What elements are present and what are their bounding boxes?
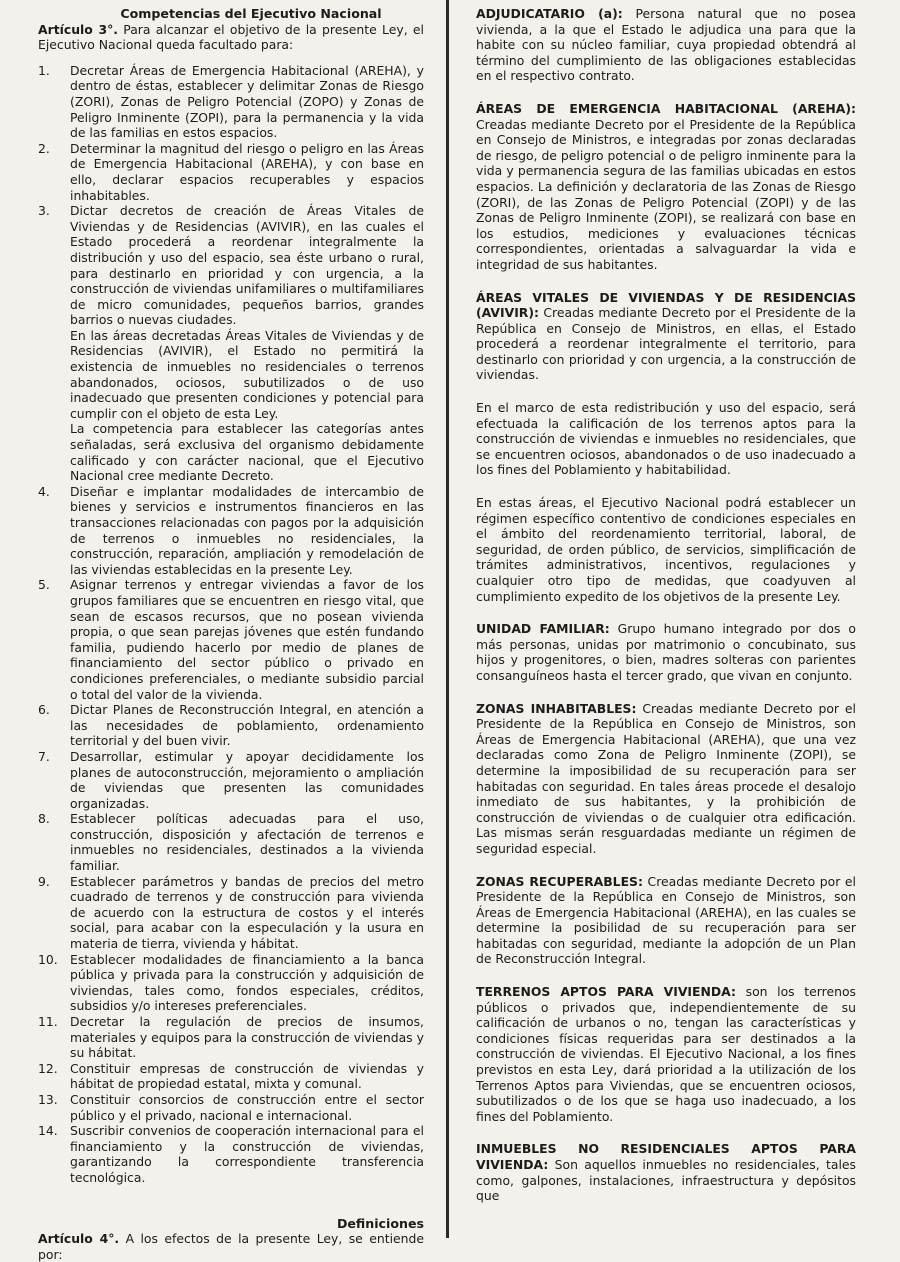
definition-term: ÁREAS VITALES DE VIVIENDAS Y DE RESIDENCIAS (AVIVIR): — [476, 289, 856, 321]
definition-paragraph — [476, 101, 856, 273]
list-item-text: Diseñar e implantar modalidades de intercambio de bienes y servicios e instrumentos financieros en las transacciones relacionadas con pagos por la adquisición de terrenos o inmuebles no residenciales, la construcción, reparación, ampliación y remodelación de las viviendas establecidas en la presente Ley. — [70, 483, 424, 577]
article-4-label: Artículo 4°. — [38, 1231, 120, 1247]
list-item-text: Determinar la magnitud del riesgo o peligro en las Áreas de Emergencia Habitacional (AREHA), y con base en ello, declarar espacios recuperables y espacios inhabitables. — [70, 140, 424, 203]
list-item-text: Desarrollar, estimular y apoyar decididamente los planes de autoconstrucción, mejoramiento o ampliación de viviendas que presenten las comunidades organizadas. — [70, 748, 424, 811]
definition-text: Son aquellos inmuebles no residenciales, tales como, galpones, instalaciones, infraestructura y depósitos que — [476, 1157, 856, 1204]
list-item-number: 3. — [38, 203, 50, 219]
definition-paragraph — [476, 701, 856, 857]
definition-text: En estas áreas, el Ejecutivo Nacional podrá establecer un régimen específico contentivo de condiciones especiales en el ámbito del reordenamiento territorial, laboral, de seguridad, de orden público, de servicios, simplificación de trámites administrativos, incentivos, regulaciones y cualquier otro tipo de medidas, que coadyuven al cumplimiento expedito de los objetivos de la presente Ley. — [476, 495, 856, 604]
definition-paragraph — [476, 290, 856, 384]
list-item — [38, 874, 424, 952]
definition-paragraph — [476, 400, 856, 478]
left-column — [38, 6, 424, 1262]
list-item-number: 11. — [38, 1014, 58, 1029]
definition-text: son los terrenos públicos o privados que, independientemente de su calificación de urbanos o no, tengan las características y condiciones físicas requeridas para ser destinados a la construcción de viviendas. El Ejecutivo Nacional, a los fines previstos en esta Ley, dará prioridad a la utilización de los Terrenos Aptos para Viviendas, que se encuentren ociosos, subutilizados o de los que se haga uso inadecuado, a los fines del Poblamiento. — [476, 984, 856, 1124]
definition-paragraph — [476, 621, 856, 683]
list-item-text: Decretar la regulación de precios de insumos, materiales y equipos para la construcción de viviendas y su hábitat. — [70, 1014, 424, 1061]
list-item — [38, 141, 424, 203]
definition-text: En el marco de esta redistribución y uso del espacio, será efectuada la calificación de los terrenos aptos para la construcción de viviendas e inmuebles no residenciales, que se encuentren ociosos, abandonados o de uso inadecuado a los fines del Poblamiento y habitabilidad. — [476, 400, 856, 478]
article-4-intro: A los efectos de la presente Ley, se entiende por: — [38, 1231, 424, 1262]
definition-term: UNIDAD FAMILIAR: — [476, 621, 610, 637]
right-column — [476, 6, 856, 1221]
list-item — [38, 577, 424, 702]
list-item-number: 6. — [38, 702, 50, 718]
list-item — [38, 1014, 424, 1061]
list-item-text: Establecer modalidades de financiamiento a la banca pública y privada para la construcción y adquisición de viviendas, tales como, fondos especiales, créditos, subsidios y/o intereses preferenciales. — [70, 951, 424, 1014]
definition-term: INMUEBLES NO RESIDENCIALES APTOS PARA VIVIENDA: — [476, 1141, 856, 1172]
list-item-text: La competencia para establecer las categorías antes señaladas, será exclusiva del organismo debidamente calificado y con carácter nacional, que el Ejecutivo Nacional cree mediante Decreto. — [70, 421, 424, 484]
competencias-list — [38, 63, 424, 1186]
list-item-text: En las áreas decretadas Áreas Vitales de Viviendas y de Residencias (AVIVIR), el Estado no permitirá la existencia de inmuebles no residenciales o terrenos abandonados, ociosos, subutilizados o de uso inadecuado que presenten condiciones y potencial para cumplir con el objeto de esta Ley. — [70, 327, 424, 421]
definition-paragraph — [476, 1141, 856, 1203]
competencias-heading: Competencias del Ejecutivo Nacional — [120, 6, 382, 21]
list-item-number: 12. — [38, 1060, 58, 1076]
definition-text: Creadas mediante Decreto por el Presidente de la República en Consejo de Ministros, en ellas, el Estado procederá a reordenar integralmente el territorio, para destinarlo con prioridad y con urgencia, a la construcción de viviendas. — [476, 305, 856, 383]
list-item-number: 9. — [38, 873, 50, 889]
list-item — [38, 952, 424, 1014]
definition-paragraph — [476, 495, 856, 604]
list-item-text: Dictar Planes de Reconstrucción Integral, en atención a las necesidades de poblamiento, ordenamiento territorial y del buen vivir. — [70, 702, 424, 749]
definition-text: Persona natural que no posea vivienda, a la que el Estado le adjudica una para que la habite con su núcleo familiar, cuya propiedad obtendrá al término del cumplimiento de las obligaciones establecidas en el respectivo contrato. — [476, 6, 856, 84]
list-item-number: 10. — [38, 951, 58, 967]
list-item-number: 8. — [38, 811, 50, 827]
definition-term: ZONAS INHABITABLES: — [476, 700, 637, 716]
definition-text: Creadas mediante Decreto por el Presidente de la República en Consejo de Ministros, son Áreas de Emergencia Habitacional (AREHA), en las cuales se determine la posibilidad de su recuperación para ser habitadas con seguridad, mediante la adopción de un Plan de Reconstrucción Integral. — [476, 873, 856, 967]
list-item — [38, 702, 424, 749]
article-3-intro: Para alcanzar el objetivo de la presente Ley, el Ejecutivo Nacional queda facultado para: — [38, 21, 424, 53]
list-item-text: Dictar decretos de creación de Áreas Vitales de Viviendas y de Residencias (AVIVIR), en las cuales el Estado procederá a reordenar integralmente la distribución y uso del espacio, sea éste urbano o rural, para destinarlo en prioridad y con urgencia, a la construcción de viviendas unifamiliares o multifamiliares de micro comunidades, pequeños barrios, grandes barrios o nuevas ciudades. — [70, 203, 424, 328]
list-item — [38, 1061, 424, 1092]
list-item-number: 14. — [38, 1123, 58, 1139]
definition-term: TERRENOS APTOS PARA VIVIENDA: — [476, 984, 736, 1000]
article-3-label: Artículo 3°. — [38, 21, 118, 37]
definition-paragraph — [476, 874, 856, 968]
list-item — [38, 811, 424, 873]
article-3-paragraph — [38, 22, 424, 53]
definition-text: Creadas mediante Decreto por el Presidente de la República en Consejo de Ministros, e integradas por zonas declaradas de riesgo, de peligro potencial o de peligro inminente para la vida y permanencia segura de las familias ubicadas en estos espacios. La definición y declaratoria de las Zonas de Riesgo (ZORI), de las Zonas de Peligro Potencial (ZOPI) y de las Zonas de Peligro Inminente (ZOPI), se realizará con base en los estudios, mediciones y evaluaciones técnicas correspondientes, orientadas a salvaguardar la vida e integridad de sus habitantes. — [476, 116, 856, 272]
list-item-number: 5. — [38, 577, 50, 593]
column-divider — [446, 0, 449, 1238]
list-item-number: 13. — [38, 1091, 58, 1107]
definition-term: ÁREAS DE EMERGENCIA HABITACIONAL (AREHA): — [476, 100, 856, 116]
list-item-number: 4. — [38, 483, 50, 499]
list-item-text: Establecer políticas adecuadas para el uso, construcción, disposición y afectación de terrenos e inmuebles no residenciales, destinados a la vivienda familiar. — [70, 811, 424, 874]
list-item-number: 1. — [38, 62, 50, 78]
list-item-text: Decretar Áreas de Emergencia Habitacional (AREHA), y dentro de éstas, establecer y delimitar Zonas de Riesgo (ZORI), Zonas de Peligro Potencial (ZOPO) y Zonas de Peligro Inminente (ZOPI), para la permanencia y la vida de las familias en estos espacios. — [70, 62, 424, 141]
list-item-text: Establecer parámetros y bandas de precios del metro cuadrado de terrenos y de construcción para vivienda de acuerdo con la estructura de costos y el interés social, para acabar con la especulación y la usura en materia de tierra, vivienda y hábitat. — [70, 873, 424, 952]
definitions-heading: Definiciones — [336, 1215, 424, 1231]
list-item-text: Asignar terrenos y entregar viviendas a favor de los grupos familiares que se encuentren en riesgo vital, que sean de escasos recursos, que no posean vivienda propia, o que sean parejas jóvenes que estén fundando familia, pudiendo hacerlo por medio de planes de financiamiento del sector público o privado en condiciones preferenciales, o mediante subsidio parcial o total del valor de la vivienda. — [70, 577, 424, 702]
list-item — [38, 1092, 424, 1123]
list-item-text: Constituir empresas de construcción de viviendas y hábitat de propiedad estatal, mixta y comunal. — [70, 1060, 424, 1092]
list-item — [38, 203, 424, 484]
definition-paragraph — [476, 6, 856, 84]
definition-paragraph — [476, 984, 856, 1124]
definition-text: Grupo humano integrado por dos o más personas, unidas por matrimonio o concubinato, sus hijos y progenitores, o bien, madres solteras con parientes consanguíneos hasta el tercer grado, que vivan en conjunto. — [476, 621, 856, 683]
list-item — [38, 749, 424, 811]
list-item — [38, 63, 424, 141]
list-item-text: Suscribir convenios de cooperación internacional para el financiamiento y la construcción de viviendas, garantizando la correspondiente transferencia tecnológica. — [70, 1123, 424, 1185]
definition-term: ZONAS RECUPERABLES: — [476, 873, 643, 889]
list-item — [38, 484, 424, 578]
definition-term: ADJUDICATARIO (a): — [476, 6, 623, 21]
definition-text: Creadas mediante Decreto por el Presidente de la República en Consejo de Ministros, son Áreas de Emergencia Habitacional (AREHA), que una vez declaradas como Zona de Peligro Inminente (ZOPI), se determine la imposibilidad de su recuperación para ser habitadas con seguridad. En tales áreas procede el desalojo inmediato de sus habitantes, y la prohibición de construcción de viviendas o de cualquier otra edificación. Las mismas serán resguardadas mediante un régimen de seguridad especial. — [476, 700, 856, 856]
list-item-text: Constituir consorcios de construcción entre el sector público y el privado, nacional e internacional. — [70, 1091, 424, 1123]
list-item — [38, 1123, 424, 1185]
article-4-paragraph — [38, 1231, 424, 1262]
list-item-number: 7. — [38, 748, 50, 764]
list-item-number: 2. — [38, 140, 50, 156]
